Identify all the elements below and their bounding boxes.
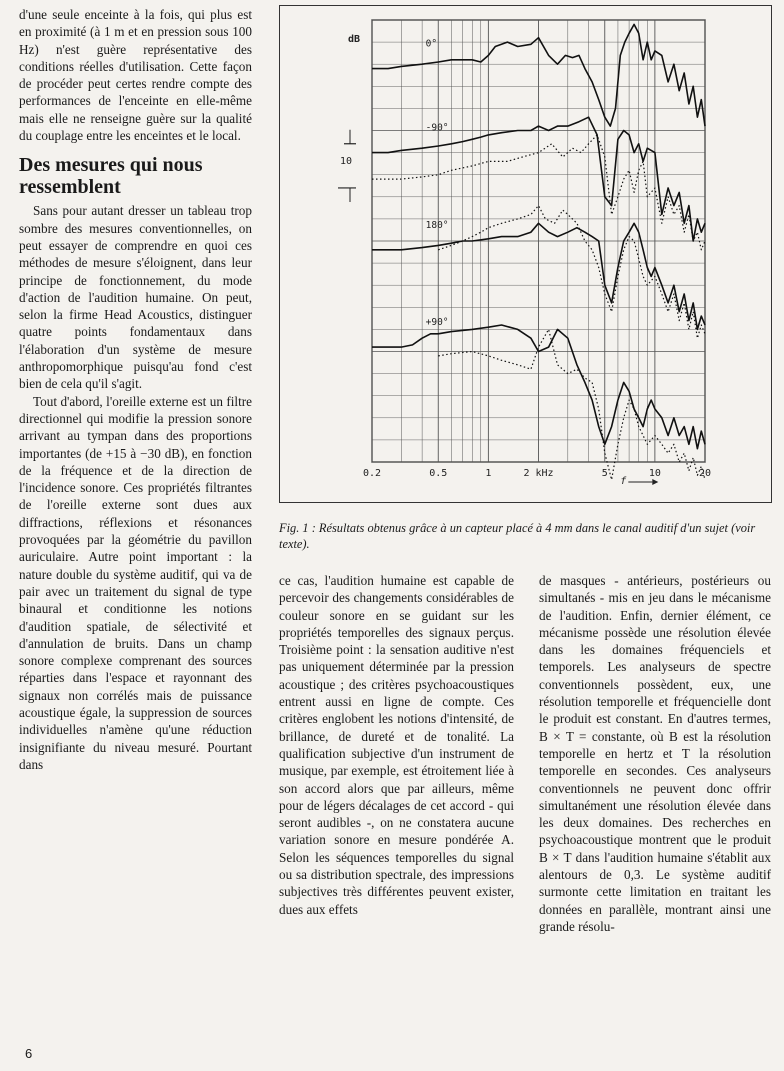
x-tick-label: 10 bbox=[648, 468, 661, 479]
figure-caption: Fig. 1 : Résultats obtenus grâce à un capteur placé à 4 mm dans le canal auditif d'un sujet (voir texte). bbox=[279, 521, 756, 551]
frequency-response-chart bbox=[280, 6, 771, 502]
page-number: 6 bbox=[25, 1046, 33, 1061]
scale-bar-label: 10 bbox=[339, 155, 353, 167]
y-axis-label: dB bbox=[347, 34, 360, 45]
text-column-1 bbox=[19, 6, 252, 773]
paragraph: ce cas, l'audition humaine est capable de percevoir des changements considérables de couleur sonore en se guidant sur les propriétés temporelles des signaux perçus. Troisième point : la sensation auditive n'est pas uniquement déterminée par la pression acoustique ; des critères psychoacoustiques entrent aussi en ligne de compte. Ces critères englobent les notions d'intensité, de brillance, de dureté et de tonalité. La qualification subjective d'un instrument de musique, par exemple, est étroitement liée à son accord alors que par ailleurs, même pour de légers décalages de cet accord - qui seront audibles -, on ne constatera aucune variation sonore en mesure pondérée A. Selon les séquences temporelles du signal ou sa distribution spectrale, des impressions subjectives très différentes peuvent exister, dues aux effets bbox=[279, 573, 514, 917]
curve-dotted bbox=[438, 329, 705, 479]
section-heading: Des mesures qui nous ressemblent bbox=[19, 154, 203, 199]
paragraph: Sans pour autant dresser un tableau trop sombre des mesures conventionnelles, on peut essayer de comprendre en quoi ces méthodes de mesure s'éloignent, dans leur principe de fonctionnement, du mode d'action de l'audition humaine. On peut, selon la firme Head Acoustics, distinguer quatre points fondamentaux dans l'élaboration d'un système de mesure anthropomorphique puisqu'au fond c'est bien de cela qu'il s'agit. bbox=[19, 203, 252, 392]
curve-label: +90° bbox=[425, 317, 449, 329]
curve-dotted bbox=[438, 206, 705, 339]
x-tick-label: 0.2 bbox=[362, 468, 382, 479]
x-axis-label: f bbox=[620, 476, 627, 487]
paragraph: de masques - antérieurs, postérieurs ou simultanés - mis en jeu dans le mécanisme de l'audition. Enfin, dernier élément, ce mécanisme possède une résolution élevée dans les domaines fréquenciels et temporels. Les analyseurs de spectre conventionnels possèdent, eux, une résolution temporelle et fréquencielle dont le produit est constant. En d'autres termes, B × T = constante, où B est la résolution temporelle en hertz et T la résolution temporelle en secondes. Ces analyseurs conventionnels ne peuvent donc offrir simultanément une résolution élevée dans les deux domaines. Des recherches en psychoacoustique montrent que le produit B × T dans l'audition humaine s'établit aux alentours de 0,3. Le système auditif surmonte cette limitation en traitant les données en parallèle, montrant ainsi une grande résolu- bbox=[539, 573, 771, 934]
chart-grid bbox=[372, 20, 705, 462]
x-tick-label: 20 bbox=[698, 468, 712, 479]
curve-label: 180° bbox=[425, 219, 449, 231]
x-tick-label: 0.5 bbox=[429, 468, 448, 479]
x-tick-label: 5 bbox=[601, 468, 608, 479]
curve-label: 0° bbox=[425, 38, 438, 50]
x-tick-label: 1 bbox=[485, 468, 492, 479]
paragraph: Tout d'abord, l'oreille externe est un filtre directionnel qui modifie la pression sonore arrivant au tympan dans des proportions importantes (de +15 à −30 dB), en fonction de la fréquence et de la direction de l'incidence sonore. Ces propriétés filtrantes de l'oreille externe sont dues aux diffractions, réflexions et résonances provoquées par la géométrie du pavillon auriculaire. Autre point important : la nature double du système auditif, qui va de pair avec un traitement du signal de type binaural et conditionne les notions d'audition spatiale, de sélectivité et d'annulation de bruits. Dans un champ sonore complexe comprenant des sources réparties dans l'espace et rayonnant des signaux non corrélés mais de puissance acoustique égale, la suppression de sources individuelles n'amène qu'une réduction insignifiante du niveau mesuré. Pourtant dans bbox=[19, 393, 252, 772]
paragraph: d'une seule enceinte à la fois, qui plus est en proximité (à 1 m et en pression sous 100 Hz) n'est guère représentative des conditions réelles d'utilisation. Cette façon de procéder peut certes rendre compte des performances de l'enceinte en elle-même mais elle ne renseigne guère sur la qualité du couplage entre les enceintes et le local. bbox=[19, 7, 252, 144]
x-axis-arrowhead bbox=[652, 479, 658, 485]
figure-frame bbox=[279, 5, 772, 503]
x-tick-label: 2 kHz bbox=[523, 468, 554, 479]
text-column-3 bbox=[539, 572, 771, 935]
text-column-2 bbox=[279, 572, 514, 918]
curve-label: -90° bbox=[425, 122, 449, 134]
